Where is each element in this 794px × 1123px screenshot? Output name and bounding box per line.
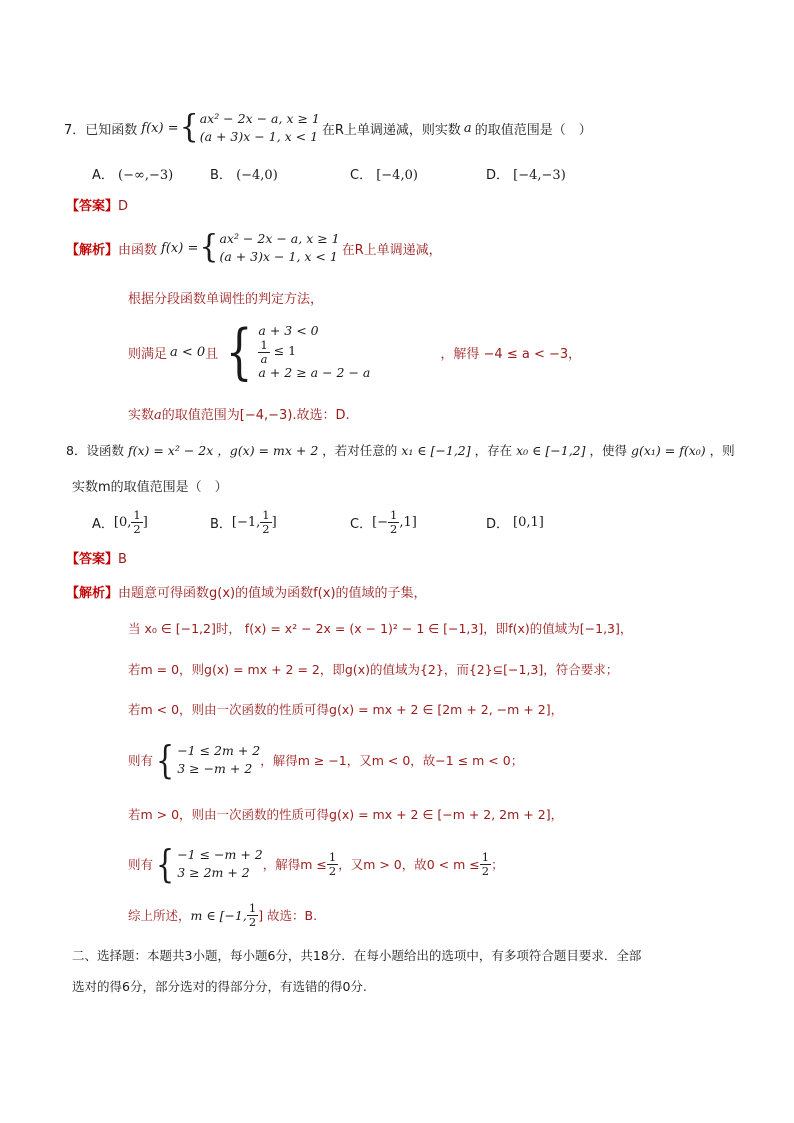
q8-b7-mid2: ，又m > 0，故0 < m ≤ [338,857,480,872]
q7-after-text: 在R上单调递减，则实数 [321,122,461,138]
q8-answer-value: B [118,552,127,567]
q8-b7-s1: −1 ≤ −m + 2 [177,846,263,862]
q8-b1: 由题意可得函数g(x)的值域为函数f(x)的值域的子集， [118,586,427,601]
q7-a4-pre: 实数 [128,408,155,423]
q8-option-c-label: C． [350,516,373,532]
q8-option-a-num: 1 [133,508,141,523]
q8-option-c-post: ,1] [399,514,417,530]
q8-option-b-den: 2 [262,521,270,536]
q8-b7-system [177,846,263,882]
q8-option-a-post: ] [142,514,148,530]
q7-option-d[interactable] [486,164,566,183]
q7-analysis-line-2: 根据分段函数单调性的判定方法， [128,292,324,307]
q7-sys-2-frac [258,339,269,364]
section2-line-1: 二、选择题：本题共3小题，每小题6分，共18分．在每小题给出的选项中，有多项符合题目要求．全部 [72,948,642,963]
q7-piecewise [200,110,320,146]
q7-sys-2 [258,339,348,364]
q8-analysis-line-2: 当 x₀ ∈ [−1,2]时， f(x) = x² − 2x = (x − 1)² − 1 ∈ [−1,3]，即f(x)的值域为[−1,3]， [128,621,633,636]
q7-piece-1: ax² − 2x − a, x ≥ 1 [199,110,320,126]
q8-b8-pre: 综上所述， [128,908,191,923]
q8-b7-pre: 则有 [128,857,154,872]
q8-b7-frac-1-num: 1 [328,850,337,865]
q8-option-a-frac [131,509,142,534]
q8-b5-post: ，解得m ≥ −1，又m < 0，故−1 ≤ m < 0； [260,753,524,768]
q7-option-a-value: (−∞,−3) [118,168,174,183]
q7-option-b-value: (−4,0) [236,168,278,183]
q7-a3-post: ，解得 −4 ≤ a < −3， [440,346,582,362]
q7-option-d-value: [−4,−3) [513,168,566,183]
q8-b7-frac-2 [480,851,491,876]
q8-option-b-frac [260,509,271,534]
q7-a3-cond: a < 0 [170,344,206,360]
q7-analysis-line-3 [128,312,581,392]
q7-a3-brace: { [225,317,253,387]
q8-eq: g(x₁) = f(x₀) [630,443,706,458]
q8-b7-frac-1-den: 2 [328,863,337,878]
q7-analysis-tag: 【解析】 [66,242,119,258]
q8-option-c-den: 2 [390,521,398,536]
q8-b8-m: m ∈ [−1, [190,907,247,923]
q7-analysis-line-4 [128,404,350,423]
q7-a3-and: 且 [205,346,219,362]
q7-sys-2-den: a [260,351,268,366]
q7-brace: { [179,109,199,146]
q7-func-name: f(x) = [141,120,179,136]
q8-b7-frac-2-num: 1 [481,850,490,865]
q7-piece-2: (a + 3)x − 1, x < 1 [199,129,319,144]
q7-a4-var: a [154,408,162,423]
q8-option-d[interactable] [486,505,544,539]
q7-a1-func: f(x) = [161,240,199,256]
q8-option-a-label: A． [92,516,114,532]
q8-line1-mid: ，若对任意的 [322,443,398,458]
q7-sys-2-rest: ≤ 1 [273,343,297,359]
q8-b8-frac [247,902,258,927]
q8-analysis-tag: 【解析】 [66,586,119,601]
q8-option-d-value: [0,1] [513,514,544,530]
q8-option-c-num: 1 [390,508,398,523]
q7-a4-post: 的取值范围为[−4,−3).故选：D. [161,408,350,423]
section2-line-2: 选对的得6分，部分选对的得部分分，有选错的得0分. [72,979,367,994]
q7-sys-3: a + 2 ≥ a − 2 − a [258,364,371,380]
q8-x1: x₁ ∈ [−1,2] [401,443,471,458]
q8-b7-end: ； [491,857,504,872]
q8-stem-line-1 [66,441,735,459]
q8-answer-tag: 【答案】 [66,552,119,567]
q7-option-b[interactable] [210,164,278,183]
q8-analysis-line-1 [66,582,427,601]
q8-b8-den: 2 [248,914,257,929]
q8-stem-line-2: 实数m的取值范围是（ ） [72,480,228,495]
q8-answer-line [66,548,127,567]
q8-b5-system [177,742,260,778]
q8-analysis-line-5 [128,738,523,782]
q7-option-c[interactable] [350,164,418,183]
q7-a1-piece-2: (a + 3)x − 1, x < 1 [219,249,338,264]
q8-analysis-line-6: 若m > 0，则由一次函数的性质可得g(x) = mx + 2 ∈ [−m + 2, 2m + 2]， [128,807,564,822]
q8-b5-pre: 则有 [128,753,154,768]
q8-option-a-den: 2 [133,521,141,536]
q8-option-c-pre: [− [372,514,389,530]
q7-option-a[interactable] [92,164,173,183]
q7-option-c-value: [−4,0) [376,168,418,183]
q7-a1-piecewise [219,230,339,266]
q8-analysis-line-7 [128,842,504,886]
q8-b5-s1: −1 ≤ 2m + 2 [177,742,261,758]
q8-b8-post: ] 故选：B. [258,908,318,923]
q7-var: a [463,120,472,136]
q8-b7-frac-2-den: 2 [481,863,490,878]
q7-option-c-label: C． [350,168,373,183]
q8-b5-brace: { [156,738,175,782]
q8-option-b-num: 1 [262,508,270,523]
q7-a3-system [258,323,371,381]
q8-analysis-line-4: 若m < 0，则由一次函数的性质可得g(x) = mx + 2 ∈ [2m + 2, −m + 2]， [128,702,564,717]
q8-option-b-post: ] [271,514,277,530]
q8-b7-s2: 3 ≥ 2m + 2 [177,865,250,880]
q7-answer-tag: 【答案】 [66,199,119,214]
q7-option-b-label: B． [210,168,232,183]
q8-option-c[interactable] [350,505,417,539]
q8-option-a-pre: [0, [113,514,132,530]
q7-a1-pre: 由函数 [118,242,158,258]
q7-sys-1: a + 3 < 0 [258,323,319,339]
q7-a1-brace: { [199,229,219,266]
q8-option-b-pre: [−1, [231,514,261,530]
q8-line1-mid3: ，使得 [589,443,627,458]
q8-line1-pre: 8．设函数 [66,443,124,458]
q7-option-d-label: D． [486,168,510,183]
q8-b5-s2: 3 ≥ −m + 2 [177,761,253,776]
q8-analysis-line-3: 若m = 0，则g(x) = mx + 2 = 2，即g(x)的值域为{2}，而{2}⊆[−1,3]，符合要求； [128,662,619,677]
q8-option-d-label: D． [486,516,510,532]
q7-sys-2-num: 1 [260,338,268,353]
q7-a1-post: 在R上单调递减， [341,242,442,258]
q8-option-a[interactable] [92,505,148,539]
q8-b7-frac-1 [327,851,338,876]
q7-stem [64,108,592,148]
q8-line1-end: ，则 [709,443,735,458]
q7-a3-pre: 则满足 [128,346,168,362]
q7-a1-piece-1: ax² − 2x − a, x ≥ 1 [219,230,340,246]
q8-b7-brace: { [156,842,175,886]
q7-answer-line [66,195,128,214]
q8-option-c-frac [388,509,399,534]
q8-b7-mid: ，解得m ≤ [262,857,327,872]
q8-option-b-label: B． [210,516,232,532]
q7-tail-text: 的取值范围是（ ） [474,122,592,138]
q8-analysis-line-8 [128,898,317,932]
q7-option-a-label: A． [92,168,114,183]
q8-gx: ，g(x) = mx + 2 [217,443,319,458]
q7-number-text: 7．已知函数 [64,122,138,138]
q7-analysis-line-1 [66,228,442,268]
q8-fx: f(x) = x² − 2x [127,443,214,458]
q8-x0: x₀ ∈ [−1,2] [516,443,586,458]
q7-answer-value: D [118,199,129,214]
q8-option-b[interactable] [210,505,277,539]
q8-b8-num: 1 [248,901,257,916]
q8-line1-mid2: ，存在 [474,443,513,458]
